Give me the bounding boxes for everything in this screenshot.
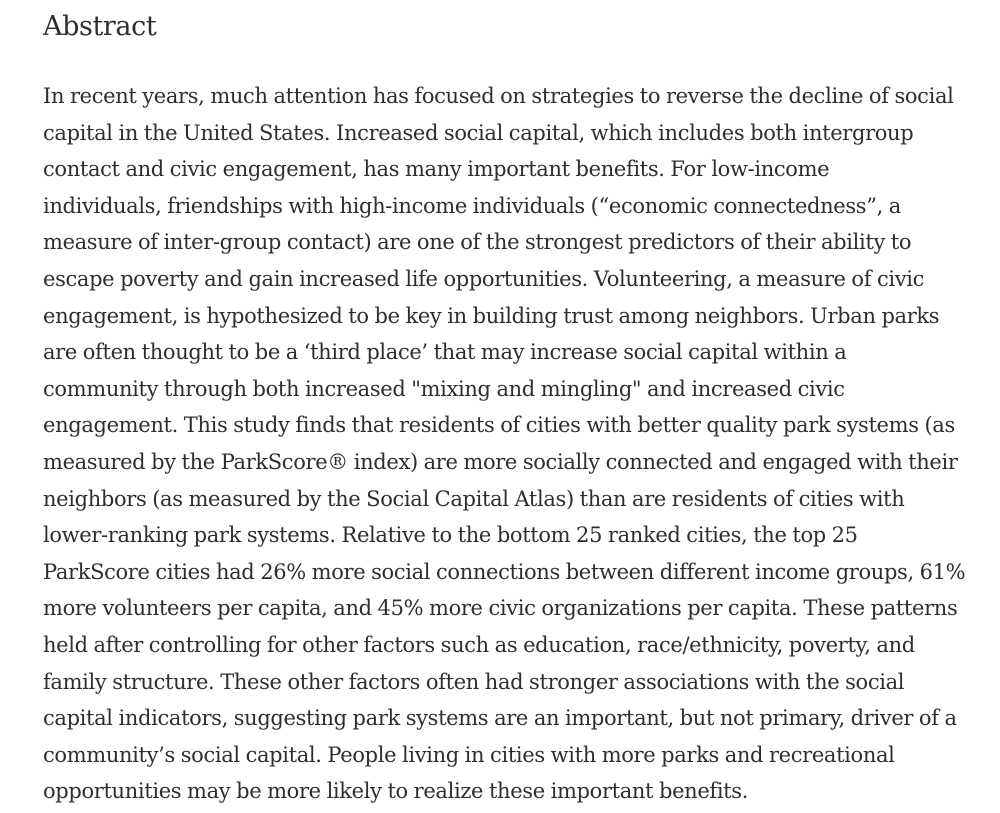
- abstract-line: engagement, is hypothesized to be key in building trust among neighbors. Urban parks: [43, 303, 940, 328]
- abstract-line: ParkScore cities had 26% more social connections between different income groups, 61%: [43, 559, 966, 584]
- abstract-line: held after controlling for other factors such as education, race/ethnicity, poverty, and: [43, 632, 915, 657]
- abstract-line: measured by the ParkScore® index) are more socially connected and engaged with their: [43, 449, 958, 474]
- abstract-line: opportunities may be more likely to realize these important benefits.: [43, 779, 749, 804]
- abstract-line: family structure. These other factors often had stronger associations with the social: [43, 669, 905, 694]
- abstract-line: In recent years, much attention has focused on strategies to reverse the decline of social: [43, 84, 954, 108]
- abstract-line: are often thought to be a ‘third place’ that may increase social capital within a: [43, 340, 847, 365]
- abstract-line: community through both increased "mixing and mingling" and increased civic: [43, 376, 845, 401]
- abstract-line: individuals, friendships with high-income individuals (“economic connectedness”, a: [43, 193, 901, 218]
- abstract-line: more volunteers per capita, and 45% more civic organizations per capita. These patterns: [43, 596, 958, 621]
- abstract-line: neighbors (as measured by the Social Capital Atlas) than are residents of cities with: [43, 486, 905, 511]
- abstract-line: community’s social capital. People living in cities with more parks and recreational: [43, 742, 895, 767]
- abstract-line: lower-ranking park systems. Relative to the bottom 25 ranked cities, the top 25: [43, 523, 858, 548]
- abstract-line: escape poverty and gain increased life opportunities. Volunteering, a measure of civic: [43, 266, 925, 291]
- abstract-line: contact and civic engagement, has many important benefits. For low-income: [43, 157, 830, 182]
- abstract-line: measure of inter-group contact) are one of the strongest predictors of their ability to: [43, 230, 912, 255]
- abstract-paragraph: [43, 78, 973, 810]
- abstract-section: [43, 8, 973, 810]
- abstract-line: capital indicators, suggesting park systems are an important, but not primary, driver of a: [43, 706, 957, 731]
- abstract-heading: Abstract: [43, 11, 157, 42]
- abstract-line: engagement. This study finds that residents of cities with better quality park systems (as: [43, 413, 955, 438]
- abstract-line: capital in the United States. Increased social capital, which includes both intergroup: [43, 120, 914, 145]
